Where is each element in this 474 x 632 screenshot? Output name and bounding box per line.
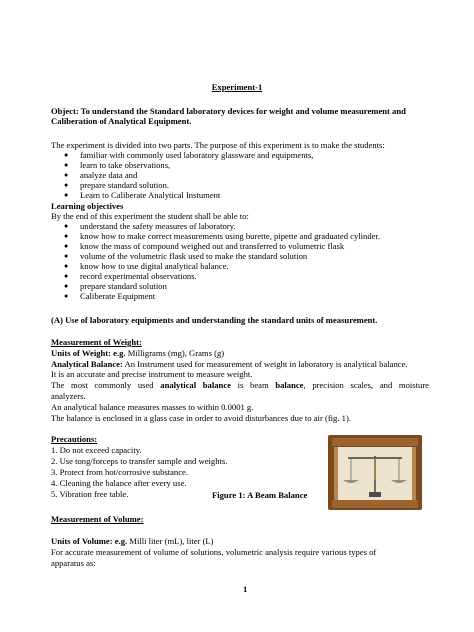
- common-text-c: is beam: [230, 380, 276, 390]
- cabinet-base: [332, 500, 418, 508]
- learning-objectives-intro: By the end of this experiment the student shall be able to:: [51, 211, 249, 221]
- common-text-d: balance: [275, 380, 304, 390]
- learning-objectives-heading: Learning objectives: [51, 201, 124, 211]
- object-line-2: Caliberation of Analytical Equipment.: [51, 116, 192, 126]
- balance-base: [369, 492, 381, 497]
- precaution-item: 4. Cleaning the balance after every use.: [51, 478, 187, 488]
- page-title: Experiment-1: [211, 82, 263, 92]
- bullet-dot: ●: [64, 181, 69, 189]
- objective-bullet: know the mass of compound weighed out and transferred to volumetric flask: [80, 241, 345, 251]
- bullet-dot: ●: [64, 161, 69, 169]
- common-text-e: , precision scales, and moisture: [303, 380, 429, 390]
- objective-bullet: Caliberate Equipment: [80, 291, 156, 301]
- precaution-item: 3. Protect from hot/corrosive substance.: [51, 467, 188, 477]
- bullet-dot: ●: [64, 191, 69, 199]
- analytical-balance-line: [51, 359, 408, 369]
- bullet-dot: ●: [64, 262, 69, 270]
- page-number: 1: [243, 584, 248, 594]
- bullet-dot: ●: [64, 292, 69, 300]
- bullet-dot: ●: [64, 282, 69, 290]
- intro-bullet: familiar with commonly used laboratory glassware and equipments,: [80, 150, 314, 160]
- objective-bullet: understand the safety measures of laboratory.: [80, 221, 236, 231]
- figure-caption: Figure 1: A Beam Balance: [212, 490, 308, 500]
- precaution-item: 1. Do not exceed capacity.: [51, 445, 142, 455]
- bullet-dot: ●: [64, 252, 69, 260]
- bullet-dot: ●: [64, 222, 69, 230]
- bullet-dot: ●: [64, 242, 69, 250]
- object-line-1: Object: To understand the Standard laboratory devices for weight and volume measurement and: [51, 106, 406, 116]
- intro-bullet: Learn to Caliberate Analytical Instument: [80, 190, 221, 200]
- units-weight-label: Units of Weight: e.g.: [51, 348, 126, 358]
- cabinet-right-post: [412, 447, 416, 501]
- objective-bullet: know how to make correct measurements using burette, pipette and graduated cylinder.: [80, 231, 380, 241]
- precaution-item: 2. Use tong/forceps to transfer sample and weights.: [51, 456, 228, 466]
- units-volume-text: Milli liter (mL), liter (L): [127, 536, 214, 546]
- common-balance-line-2: analyzers.: [51, 391, 86, 401]
- intro-bullet: learn to take observations,: [80, 160, 171, 170]
- units-weight-line: [51, 348, 224, 358]
- enclosed-line: The balance is enclosed in a glass case in order to avoid disturbances due to air (fig. 1).: [51, 413, 351, 423]
- volume-heading: Measurement of Volume:: [51, 514, 144, 524]
- precautions-heading: Precautions:: [51, 434, 98, 444]
- objective-bullet: know how to use digital analytical balance.: [80, 261, 229, 271]
- weight-heading: Measurement of Weight:: [51, 337, 142, 347]
- cabinet-left-post: [334, 447, 338, 501]
- precaution-item: 5. Vibration free table.: [51, 489, 129, 499]
- analytical-balance-line-2: It is an accurate and precise instrument to measure weight.: [51, 369, 253, 379]
- analytical-balance-label: Analytical Balance:: [51, 359, 123, 369]
- common-balance-line: [51, 380, 429, 390]
- volume-line-1: For accurate measurement of volume of solutions, volumetric analysis require various types of: [51, 547, 377, 557]
- bullet-dot: ●: [64, 151, 69, 159]
- bullet-dot: ●: [64, 232, 69, 240]
- volume-line-2: apparatus as:: [51, 558, 96, 568]
- analytical-balance-text: An Instrument used for measurement of weight in laboratory is analytical balance.: [122, 359, 408, 369]
- common-text-b: analytical balance: [160, 380, 231, 390]
- units-weight-text: Milligrams (mg), Grams (g): [125, 348, 225, 358]
- intro-bullet: analyze data and: [80, 170, 138, 180]
- beam-balance-image: [326, 434, 424, 511]
- cabinet-top: [332, 438, 418, 446]
- units-volume-line: [51, 536, 214, 546]
- objective-bullet: prepare standard solution: [80, 281, 167, 291]
- section-a-heading: (A) Use of laboratory equipments and understanding the standard units of measurement.: [51, 315, 378, 325]
- measures-line: An analytical balance measures masses to within 0.0001 g.: [51, 402, 254, 412]
- objective-bullet: volume of the volumetric flask used to make the standard solution: [80, 251, 308, 261]
- bullet-dot: ●: [64, 272, 69, 280]
- intro-bullet: prepare standard solution.: [80, 180, 170, 190]
- objective-bullet: record experimental observations.: [80, 271, 197, 281]
- bullet-dot: ●: [64, 171, 69, 179]
- common-text-a: The most commonly used: [51, 380, 161, 390]
- units-volume-label: Units of Volume: e.g.: [51, 536, 128, 546]
- intro-line: The experiment is divided into two parts. The purpose of this experiment is to make the students:: [51, 140, 385, 150]
